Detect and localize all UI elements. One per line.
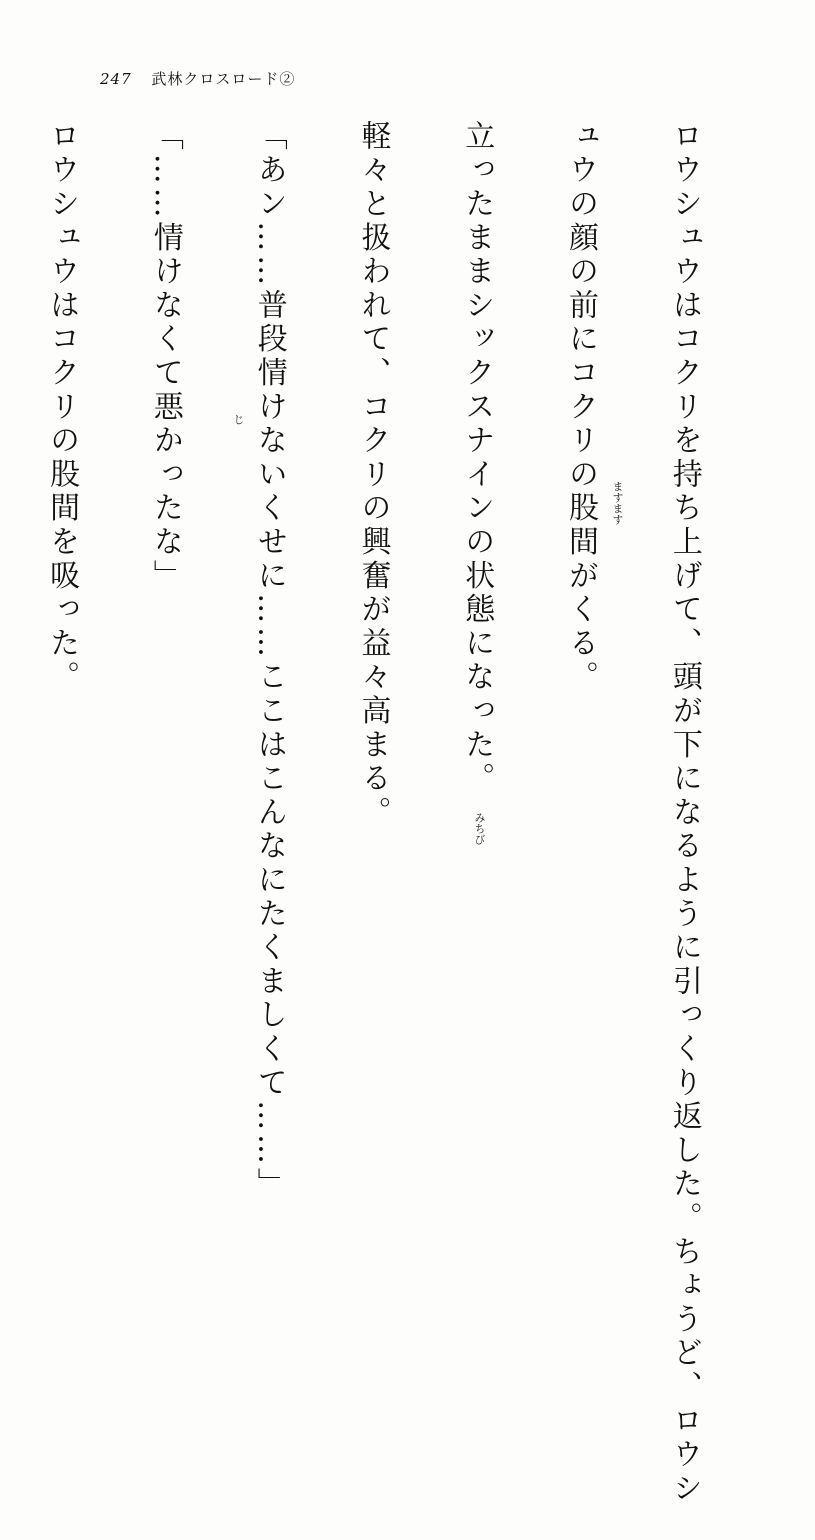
running-header [100, 68, 295, 89]
text-line: 「……情けなくて悪かったな」 [147, 120, 183, 594]
book-title: 武林クロスロード② [151, 70, 296, 88]
furigana: じ [232, 414, 245, 425]
furigana: みちび [473, 812, 486, 845]
text-line: 「あン……普段情けないくせに……ここはこんなにたくましくて……」 [251, 120, 287, 1202]
furigana: ますます [611, 481, 624, 525]
text-line: 軽々と扱われて、コクリの興奮が益々高まる。 [355, 120, 391, 830]
body-text [44, 120, 770, 1506]
text-line: ュウの顔の前にコクリの股間がくる。 [563, 120, 599, 695]
page-number: 247 [100, 70, 132, 88]
text-line: ロウシュウはコクリの股間を吸った。 [44, 120, 80, 695]
text-line: 立ったままシックスナインの状態になった。 [459, 120, 495, 796]
text-line: ロウシュウはコクリを持ち上げて、頭が下になるように引っくり返した。ちょうど、ロウシ [666, 120, 702, 1506]
